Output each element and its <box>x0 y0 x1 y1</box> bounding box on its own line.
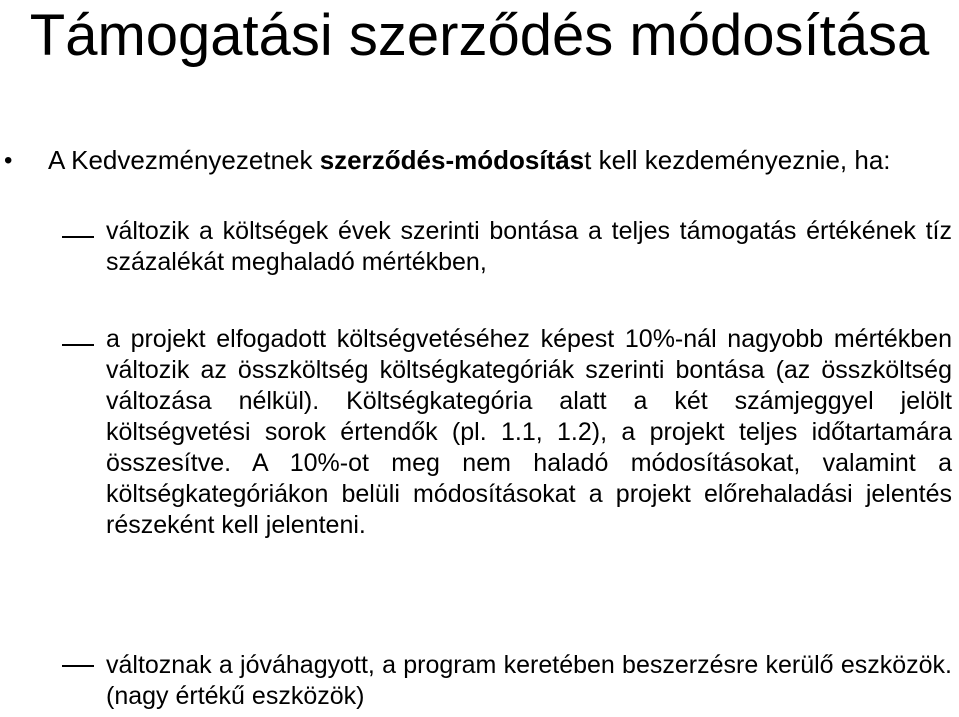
main-bullet-text-bold: szerződés-módosítás <box>319 145 585 175</box>
slide-title: Támogatási szerződés módosítása <box>29 3 930 68</box>
dash-icon <box>62 344 94 346</box>
dash-icon <box>62 236 94 238</box>
main-bullet-text-start: A Kedvezményezetnek <box>48 145 320 175</box>
sub-item-3: változnak a jóváhagyott, a program keretében beszerzésre kerülő eszközök. (nagy értékű eszközök) <box>106 651 952 710</box>
main-bullet-text-end: t kell kezdeményeznie, ha: <box>584 145 891 175</box>
main-bullet-text <box>48 146 928 175</box>
dash-icon <box>62 665 94 667</box>
sub-item-1: változik a költségek évek szerinti bontása a teljes támogatás értékének tíz százalékát meghaladó mértékben, <box>106 217 952 276</box>
bullet-dot-icon: • <box>4 147 13 174</box>
sub-item-2: a projekt elfogadott költségvetéséhez képest 10%-nál nagyobb mértékben változik az összköltség költségkategóriák szerinti bontása (az összköltség változása nélkül). Költségkategória alatt a két számjeggyel jelölt költségvetési sorok értendők (pl. 1.1, 1.2), a projekt teljes időtartamára összesítve. A 10%-ot meg nem haladó módosításokat, valamint a költségkategóriákon belüli módosításokat a projekt előrehaladási jelentés részeként kell jelenteni. <box>106 325 952 539</box>
